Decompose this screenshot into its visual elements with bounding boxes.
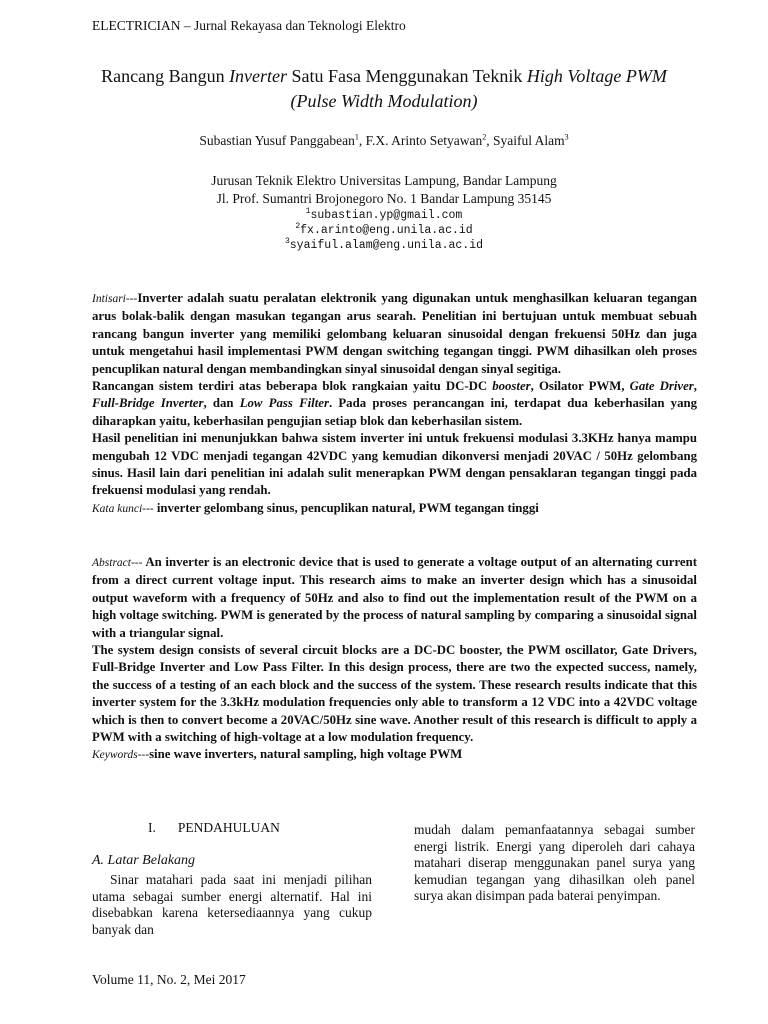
volume-footer: Volume 11, No. 2, Mei 2017 xyxy=(92,972,246,987)
email-3-text[interactable]: syaiful.alam@eng.unila.ac.id xyxy=(289,239,484,252)
intisari-p2i: . Pada proses perancangan ini, terdapat dua keberhasilan yang diharapkan yaitu, keberhasilan pengujian setiap blok dan keberhasilan sistem. xyxy=(92,396,697,428)
section-heading xyxy=(148,820,280,836)
abstract-p1-text: An inverter is an electronic device that is used to generate a voltage output of an alternating current from a direct current voltage input. This research aims to make an inverter design which has a sinusoidal output waveform with a frequency of 50Hz and also to find out the implementation result of the PWM on a high voltage switching. PWM is generated by the process of natural sampling by comparing a sinusoidal signal with a triangular signal. xyxy=(92,555,697,640)
intisari-p2e: , xyxy=(693,379,697,394)
kata-kunci-text: inverter gelombang sinus, pencuplikan natural, PWM tegangan tinggi xyxy=(153,500,539,515)
email-3-sup: 3 xyxy=(284,237,290,247)
intisari-label: Intisari--- xyxy=(92,293,138,305)
intisari-p2c: , Osilator PWM, xyxy=(530,379,630,394)
intisari-p2b: booster xyxy=(492,379,531,394)
keywords-label: Keywords--- xyxy=(92,749,150,762)
author-3-sup: 3 xyxy=(564,132,569,142)
author-list xyxy=(80,133,688,149)
title-part-1: Rancang Bangun xyxy=(101,66,230,86)
subsection-heading: A. Latar Belakang xyxy=(92,853,196,868)
intisari-paragraph-2 xyxy=(92,378,697,430)
intisari-p2a: Rancangan sistem terdiri atas beberapa blok rangkaian yaitu DC-DC xyxy=(92,379,493,394)
paper-title xyxy=(80,64,688,114)
abstract-paragraph-2: The system design consists of several circuit blocks are a DC-DC booster, the PWM oscillator, Gate Drivers, Full-Bridge Inverter and Low Pass Filter. In this design process, there are two the expected success, namely, the success of a testing of an each block and the success of the system. These research results indicate that this inverter system for the 3.3kHz modulation frequencies only able to transform a 12 VDC into a 42VDC voltage which is then to convert become a 20VAC/50Hz sine wave. Another result of this research is difficult to apply a PWM with a switching of high-voltage at a low modulation frequency. xyxy=(92,643,697,745)
email-1-text[interactable]: subastian.yp@gmail.com xyxy=(310,209,463,222)
intisari-p2f: Full-Bridge Inverter xyxy=(92,396,204,411)
author-3: , Syaiful Alam xyxy=(486,133,565,148)
intisari-paragraph-1 xyxy=(92,290,697,378)
author-1: Subastian Yusuf Panggabean xyxy=(199,133,355,148)
title-part-4: High Voltage PWM (Pulse Width Modulation) xyxy=(290,66,667,111)
author-2-sup: 2 xyxy=(482,132,487,142)
right-column-text: mudah dalam pemanfaatannya sebagai sumber energi listrik. Energi yang diperoleh dari cahaya matahari diserap menggunakan panel surya yang kemudian tegangan yang dihasilkan oleh panel surya akan disimpan pada baterai penyimpan. xyxy=(414,822,695,903)
kata-kunci-line xyxy=(92,500,697,518)
affiliation-block xyxy=(80,172,688,253)
intisari-p2d: Gate Driver xyxy=(629,379,694,394)
author-1-sup: 1 xyxy=(354,132,359,142)
author-2: , F.X. Arinto Setyawan xyxy=(358,133,483,148)
email-2-text[interactable]: fx.arinto@eng.unila.ac.id xyxy=(300,224,473,237)
keywords-line xyxy=(92,746,697,764)
title-part-3: Satu Fasa Menggunakan Teknik xyxy=(287,66,527,86)
kata-kunci-label: Kata kunci--- xyxy=(92,502,154,515)
intisari-p2g: , dan xyxy=(203,396,240,411)
keywords-text: sine wave inverters, natural sampling, high voltage PWM xyxy=(149,747,463,762)
section-title: PENDAHULUAN xyxy=(177,820,280,835)
affiliation-line-1: Jurusan Teknik Elektro Universitas Lampung, Bandar Lampung xyxy=(211,173,557,188)
intisari-p2h: Low Pass Filter xyxy=(239,396,329,411)
intisari-p1-text: Inverter adalah suatu peralatan elektronik yang digunakan untuk menghasilkan keluaran tegangan arus bolak-balik dengan masukan tegangan arus searah. Penelitian ini bertujuan untuk membuat sebuah rancang bangun inverter yang memiliki gelombang keluaran sinusoidal dengan frekuensi 50Hz dan juga untuk mengetahui hasil implementasi PWM dengan switching tegangan tinggi. PWM dihasilkan oleh proses pencuplikan natural dengan membandingkan sinyal sinusoidal dengan sinyal segitiga. xyxy=(92,291,697,376)
intisari-paragraph-3: Hasil penelitian ini menunjukkan bahwa sistem inverter ini untuk frekuensi modulasi 3.3KHz hanya mampu mengubah 12 VDC menjadi tegangan 42VDC yang kemudian dikonversi menjadi 20VAC / 50Hz gelombang sinus. Hasil lain dari penelitian ini adalah sulit menerapkan PWM dengan pensaklaran tegangan tinggi pada frekuensi modulasi yang rendah. xyxy=(92,431,697,498)
email-3[interactable] xyxy=(80,238,688,253)
section-number: I. xyxy=(148,820,156,835)
intisari-block xyxy=(92,290,697,518)
email-1-sup: 1 xyxy=(305,207,311,217)
title-part-2: Inverter xyxy=(229,66,288,86)
email-2-sup: 2 xyxy=(295,222,301,232)
left-column-text: Sinar matahari pada saat ini menjadi pilihan utama sebagai sumber energi alternatif. Hal ini disebabkan karena ketersediaannya yang cukup banyak dan xyxy=(92,872,372,937)
affiliation-line-2: Jl. Prof. Sumantri Brojonegoro No. 1 Bandar Lampung 35145 xyxy=(216,191,552,206)
journal-header: ELECTRICIAN – Jurnal Rekayasa dan Teknologi Elektro xyxy=(92,18,406,33)
email-2[interactable] xyxy=(80,223,688,238)
email-1[interactable] xyxy=(80,208,688,223)
abstract-paragraph-1 xyxy=(92,554,697,642)
abstract-label: Abstract--- xyxy=(92,557,143,569)
abstract-block xyxy=(92,554,697,765)
